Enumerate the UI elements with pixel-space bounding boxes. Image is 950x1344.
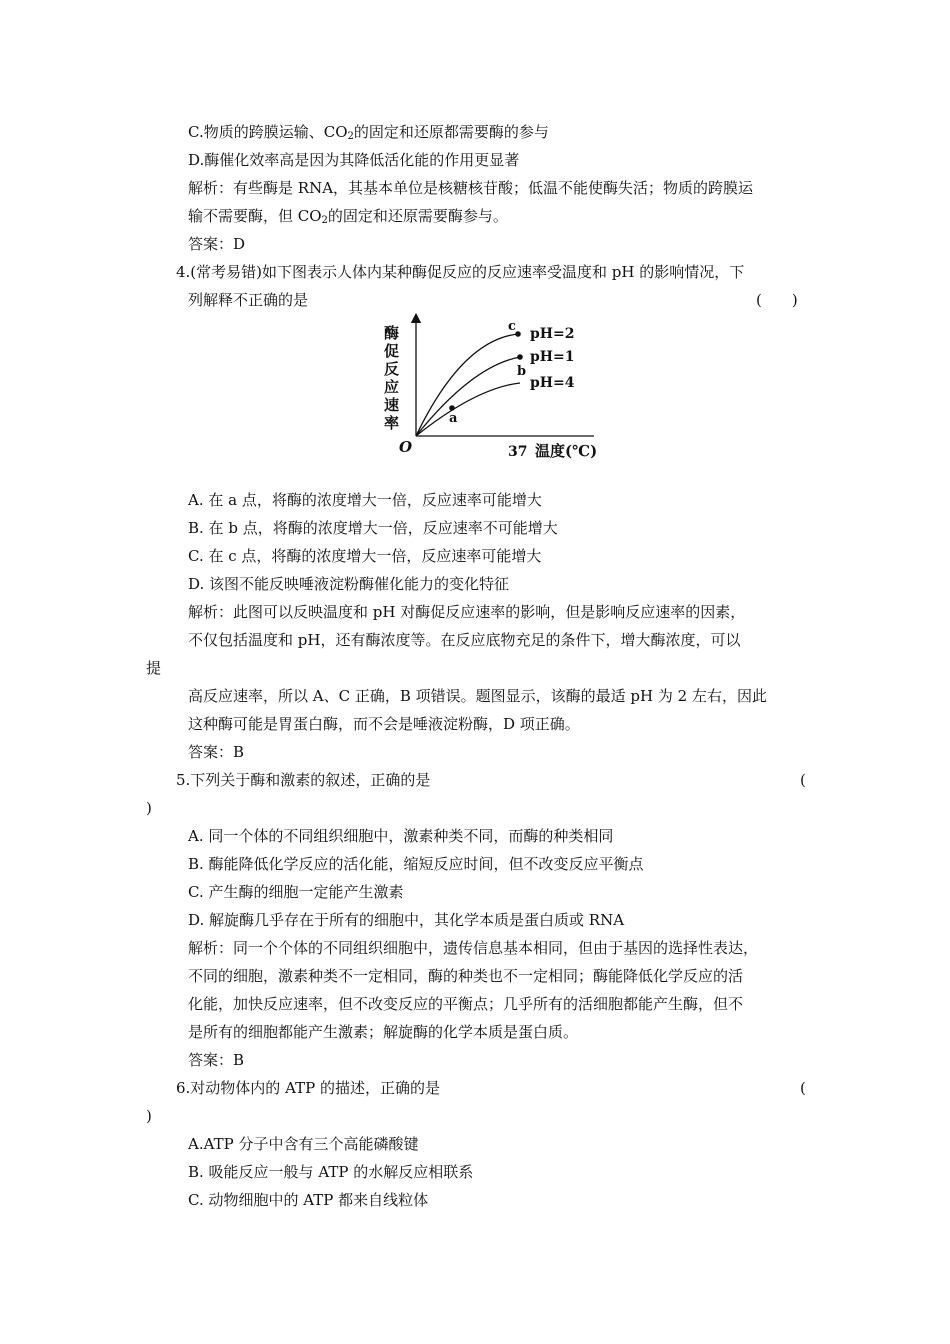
y-label-char: 速 <box>384 396 400 414</box>
curve-ph2 <box>416 334 518 436</box>
q5-stem: 5.下列关于酶和激素的叙述，正确的是 <box>176 771 431 789</box>
q6-stem: 6.对动物体内的 ATP 的描述，正确的是 <box>176 1079 440 1097</box>
point-c <box>515 331 521 337</box>
q5-explanation-line-4: 是所有的细胞都能产生激素；解旋酶的化学本质是蛋白质。 <box>188 1023 579 1041</box>
q6-paren-open: ( <box>800 1079 806 1097</box>
curve-label-ph1: pH=1 <box>530 349 575 365</box>
point-c-label: c <box>508 319 516 334</box>
q6-option-c: C. 动物细胞中的 ATP 都来自线粒体 <box>188 1191 429 1209</box>
q6-option-a: A.ATP 分子中含有三个高能磷酸键 <box>188 1135 419 1153</box>
q5-option-b: B. 酶能降低化学反应的活化能，缩短反应时间，但不改变反应平衡点 <box>188 855 644 873</box>
enzyme-rate-graph <box>380 312 620 468</box>
point-a <box>449 405 455 411</box>
q4-explanation-line-2: 不仅包括温度和 pH，还有酶浓度等。在反应底物充足的条件下，增大酶浓度，可以 <box>188 631 741 649</box>
q5-answer: 答案：B <box>188 1051 245 1069</box>
q3-explanation-line-1: 解析：有些酶是 RNA，其基本单位是核糖核苷酸；低温不能使酶失活；物质的跨膜运 <box>188 179 754 197</box>
y-label-char: 促 <box>384 342 400 360</box>
q5-option-a: A. 同一个体的不同组织细胞中，激素种类不同，而酶的种类相同 <box>188 827 614 845</box>
point-a-label: a <box>449 411 458 426</box>
q4-stem-line-2: 列解释不正确的是 <box>188 291 309 309</box>
q3-explanation-line-2: 输不需要酶，但 $CO_2$的固定和还原需要酶参与。 <box>188 207 508 226</box>
x-tick-37: 37 <box>508 444 528 460</box>
q4-explanation-line-3: 提 <box>146 659 162 677</box>
q5-paren-open: ( <box>800 771 806 789</box>
origin-label: O <box>399 438 413 456</box>
q3-option-d: D.酶催化效率高是因为其降低活化能的作用更显著 <box>188 151 520 169</box>
curve-label-ph4: pH=4 <box>530 375 575 391</box>
x-axis-label: 温度(℃) <box>535 442 598 460</box>
y-label-char: 反 <box>384 360 400 378</box>
point-b <box>517 354 523 360</box>
q4-option-a: A. 在 a 点，将酶的浓度增大一倍，反应速率可能增大 <box>188 491 542 509</box>
curve-label-ph2: pH=2 <box>530 326 575 342</box>
point-b-label: b <box>517 364 527 379</box>
q4-option-c: C. 在 c 点，将酶的浓度增大一倍，反应速率可能增大 <box>188 547 542 565</box>
q3-answer: 答案：D <box>188 235 246 253</box>
y-label-char: 率 <box>384 414 400 432</box>
y-label-char: 酶 <box>384 324 400 342</box>
q4-answer-paren: ( ) <box>756 291 798 309</box>
curve-ph4 <box>416 383 520 436</box>
q4-explanation-line-5: 这种酶可能是胃蛋白酶，而不会是唾液淀粉酶，D 项正确。 <box>188 715 580 733</box>
q4-answer: 答案：B <box>188 743 245 761</box>
q5-explanation-line-3: 化能，加快反应速率，但不改变反应的平衡点；几乎所有的活细胞都能产生酶，但不 <box>188 995 744 1013</box>
q4-option-d: D. 该图不能反映唾液淀粉酶催化能力的变化特征 <box>188 575 510 593</box>
q5-explanation-line-1: 解析：同一个个体的不同组织细胞中，遗传信息基本相同，但由于基因的选择性表达， <box>188 939 759 957</box>
q4-stem-line-1: 4.(常考易错)如下图表示人体内某种酶促反应的反应速率受温度和 pH 的影响情况，下 <box>176 263 745 281</box>
q6-option-b: B. 吸能反应一般与 ATP 的水解反应相联系 <box>188 1163 474 1181</box>
q5-explanation-line-2: 不同的细胞，激素种类不一定相同，酶的种类也不一定相同；酶能降低化学反应的活 <box>188 967 744 985</box>
y-label-char: 应 <box>384 378 400 396</box>
q5-option-d: D. 解旋酶几乎存在于所有的细胞中，其化学本质是蛋白质或 RNA <box>188 911 625 929</box>
q4-explanation-line-1: 解析：此图可以反映温度和 pH 对酶促反应速率的影响，但是影响反应速率的因素， <box>188 603 746 621</box>
q3-option-c: C.物质的跨膜运输、$CO_2$的固定和还原都需要酶的参与 <box>188 123 549 142</box>
q5-option-c: C. 产生酶的细胞一定能产生激素 <box>188 883 404 901</box>
q4-explanation-line-4: 高反应速率，所以 A、C 正确，B 项错误。题图显示，该酶的最适 pH 为 2 左右，因此 <box>188 687 767 705</box>
q4-option-b: B. 在 b 点，将酶的浓度增大一倍，反应速率不可能增大 <box>188 519 558 537</box>
q6-paren-close: ) <box>146 1107 152 1125</box>
q5-paren-close: ) <box>146 799 152 817</box>
